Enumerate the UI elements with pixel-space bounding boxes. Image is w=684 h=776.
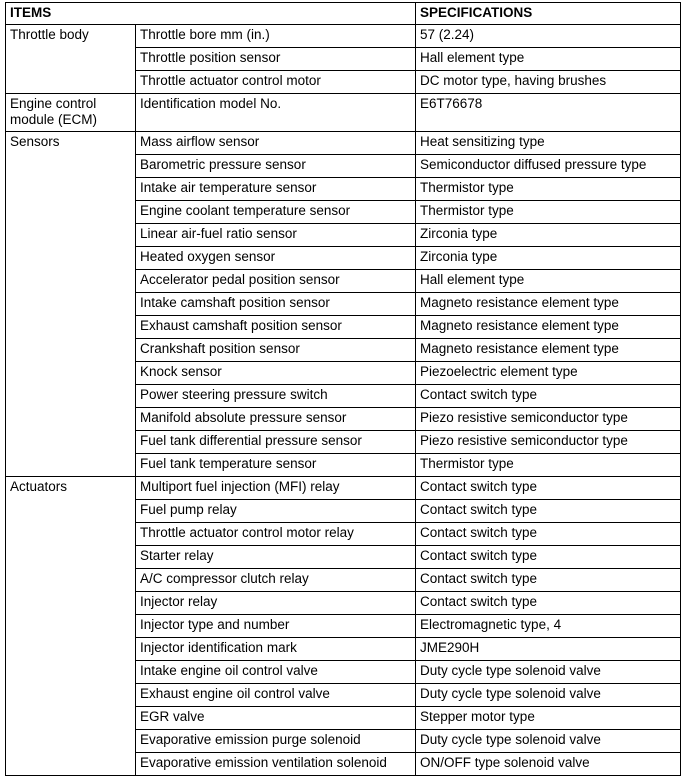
- item-cell: Injector identification mark: [136, 638, 416, 661]
- spec-cell: Heat sensitizing type: [416, 132, 681, 155]
- spec-cell: Thermistor type: [416, 201, 681, 224]
- spec-cell: Zirconia type: [416, 224, 681, 247]
- item-cell: Fuel pump relay: [136, 500, 416, 523]
- spec-cell: Contact switch type: [416, 385, 681, 408]
- item-cell: Accelerator pedal position sensor: [136, 270, 416, 293]
- category-cell: Actuators: [6, 477, 136, 776]
- table-row: [6, 132, 681, 155]
- spec-cell: Duty cycle type solenoid valve: [416, 661, 681, 684]
- item-cell: Intake camshaft position sensor: [136, 293, 416, 316]
- table-body: [6, 25, 681, 776]
- item-cell: Mass airflow sensor: [136, 132, 416, 155]
- item-cell: Throttle actuator control motor: [136, 71, 416, 94]
- item-cell: Fuel tank differential pressure sensor: [136, 431, 416, 454]
- item-cell: Starter relay: [136, 546, 416, 569]
- item-cell: Throttle position sensor: [136, 48, 416, 71]
- item-cell: Injector type and number: [136, 615, 416, 638]
- item-cell: Fuel tank temperature sensor: [136, 454, 416, 477]
- spec-cell: Thermistor type: [416, 454, 681, 477]
- spec-cell: Electromagnetic type, 4: [416, 615, 681, 638]
- spec-cell: Hall element type: [416, 270, 681, 293]
- spec-cell: Contact switch type: [416, 500, 681, 523]
- item-cell: Heated oxygen sensor: [136, 247, 416, 270]
- item-cell: Linear air-fuel ratio sensor: [136, 224, 416, 247]
- spec-cell: E6T76678: [416, 94, 681, 132]
- item-cell: Throttle bore mm (in.): [136, 25, 416, 48]
- spec-cell: Zirconia type: [416, 247, 681, 270]
- item-cell: Manifold absolute pressure sensor: [136, 408, 416, 431]
- item-cell: A/C compressor clutch relay: [136, 569, 416, 592]
- item-cell: Exhaust camshaft position sensor: [136, 316, 416, 339]
- item-cell: Intake engine oil control valve: [136, 661, 416, 684]
- item-cell: Identification model No.: [136, 94, 416, 132]
- spec-cell: Duty cycle type solenoid valve: [416, 730, 681, 753]
- table-header-row: [6, 3, 681, 25]
- spec-cell: ON/OFF type solenoid valve: [416, 753, 681, 776]
- items-header: ITEMS: [6, 3, 416, 25]
- category-cell: Engine control module (ECM): [6, 94, 136, 132]
- specifications-table: [5, 2, 681, 776]
- spec-cell: Thermistor type: [416, 178, 681, 201]
- spec-cell: Piezo resistive semiconductor type: [416, 431, 681, 454]
- table-row: [6, 94, 681, 132]
- spec-cell: Contact switch type: [416, 592, 681, 615]
- item-cell: Injector relay: [136, 592, 416, 615]
- category-cell: Throttle body: [6, 25, 136, 94]
- item-cell: Intake air temperature sensor: [136, 178, 416, 201]
- spec-cell: Hall element type: [416, 48, 681, 71]
- spec-cell: JME290H: [416, 638, 681, 661]
- spec-cell: Contact switch type: [416, 569, 681, 592]
- item-cell: Evaporative emission purge solenoid: [136, 730, 416, 753]
- item-cell: Evaporative emission ventilation solenoid: [136, 753, 416, 776]
- item-cell: Barometric pressure sensor: [136, 155, 416, 178]
- spec-cell: Piezoelectric element type: [416, 362, 681, 385]
- specifications-header: SPECIFICATIONS: [416, 3, 681, 25]
- table-row: [6, 25, 681, 48]
- spec-cell: Magneto resistance element type: [416, 339, 681, 362]
- spec-cell: Contact switch type: [416, 546, 681, 569]
- spec-cell: Stepper motor type: [416, 707, 681, 730]
- spec-cell: Piezo resistive semiconductor type: [416, 408, 681, 431]
- spec-cell: Contact switch type: [416, 523, 681, 546]
- item-cell: Engine coolant temperature sensor: [136, 201, 416, 224]
- item-cell: Throttle actuator control motor relay: [136, 523, 416, 546]
- spec-cell: Magneto resistance element type: [416, 293, 681, 316]
- spec-cell: Semiconductor diffused pressure type: [416, 155, 681, 178]
- item-cell: Knock sensor: [136, 362, 416, 385]
- spec-cell: Duty cycle type solenoid valve: [416, 684, 681, 707]
- item-cell: Power steering pressure switch: [136, 385, 416, 408]
- item-cell: Multiport fuel injection (MFI) relay: [136, 477, 416, 500]
- category-cell: Sensors: [6, 132, 136, 477]
- item-cell: EGR valve: [136, 707, 416, 730]
- spec-cell: DC motor type, having brushes: [416, 71, 681, 94]
- table-row: [6, 477, 681, 500]
- spec-cell: 57 (2.24): [416, 25, 681, 48]
- spec-cell: Contact switch type: [416, 477, 681, 500]
- spec-cell: Magneto resistance element type: [416, 316, 681, 339]
- item-cell: Exhaust engine oil control valve: [136, 684, 416, 707]
- item-cell: Crankshaft position sensor: [136, 339, 416, 362]
